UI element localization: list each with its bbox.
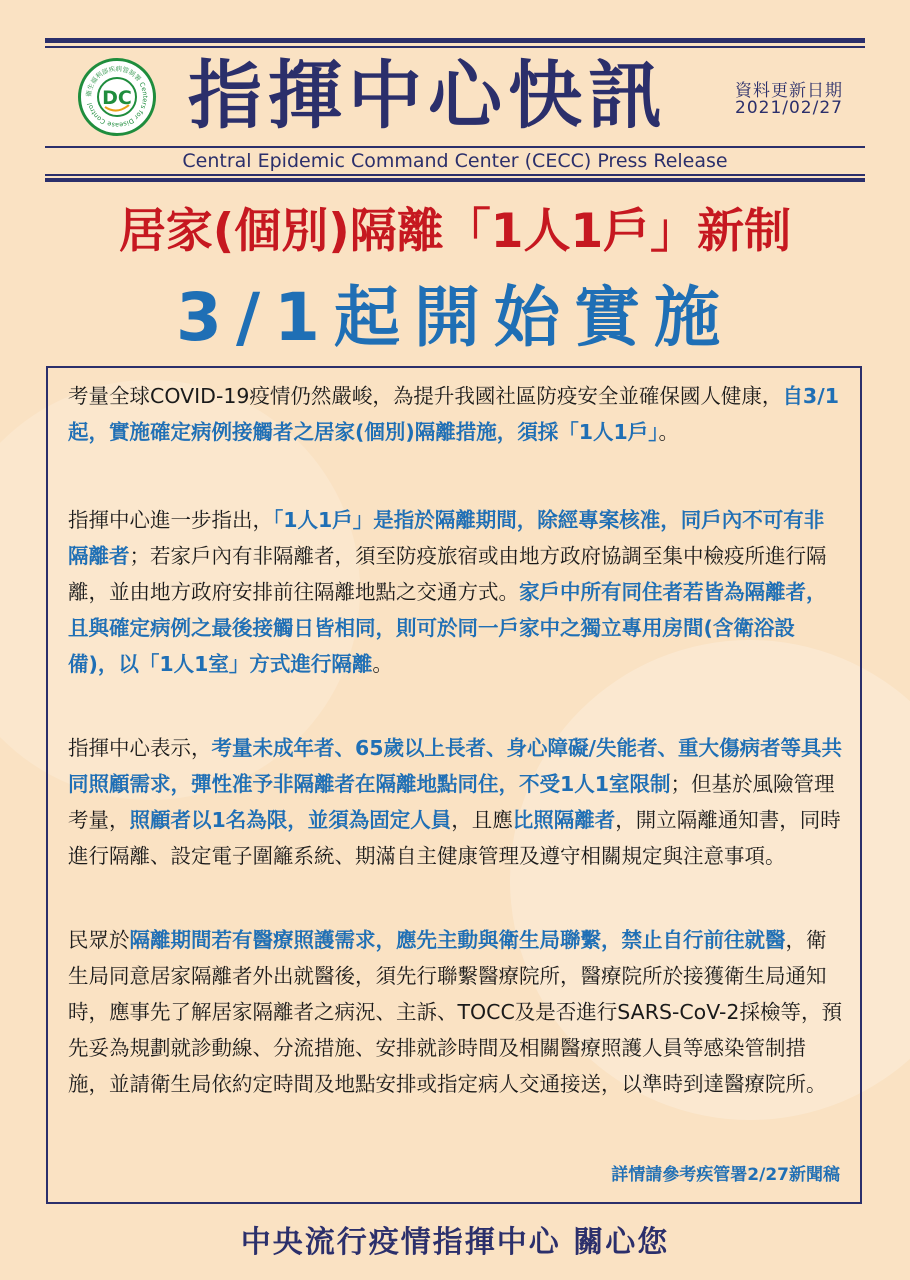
header-rule — [45, 174, 865, 176]
body-text: ，且應 — [451, 808, 513, 832]
highlight-text: 比照隔離者 — [512, 808, 616, 832]
highlight-text: 考量未成年者、65歲以上長者、身心障礙/失能者、重大傷病者等具共同照顧需求，彈性准予非隔離者在隔離地點同住，不受1人1室限制 — [68, 736, 843, 796]
footer-slogan: 中央流行疫情指揮中心 關心您 — [240, 1225, 670, 1260]
headline-date: 3/1起開始實施 — [176, 279, 734, 356]
masthead-title: 指揮中心快訊 — [188, 53, 668, 139]
body-text: ；若家戶內有非隔離者，須至防疫旅宿或由地方政府協調至集中檢疫所進行隔離，並由地方政府安排前往隔離地點之交通方式。 — [68, 544, 827, 604]
cdc-logo — [78, 58, 156, 136]
update-date-label: 資料更新日期 — [735, 81, 843, 101]
highlight-text: 家戶中所有同住者若皆為隔離者，且與確定病例之最後接觸日皆相同，則可於同一戶家中之獨立專用房間(含衛浴設備)，以「1人1室」方式進行隔離 — [68, 580, 827, 676]
body-text: 民眾於 — [68, 928, 130, 952]
header-rule — [45, 38, 865, 43]
highlight-text: 「1人1戶」是指於隔離期間，除經專案核准，同戶內不可有非隔離者 — [68, 508, 825, 568]
body-text: ；但基於風險管理考量， — [68, 772, 835, 832]
highlight-text: 照顧者以1名為限，並須為固定人員 — [129, 808, 452, 832]
paragraph — [68, 730, 844, 874]
body-text: ，開立隔離通知書，同時進行隔離、設定電子圍籬系統、期滿自主健康管理及遵守相關規定與注意事項。 — [68, 808, 841, 868]
english-subtitle: Central Epidemic Command Center (CECC) Press Release — [182, 150, 728, 172]
paragraph — [68, 378, 844, 450]
logo-mark: DC — [102, 87, 132, 109]
body-text: ，衛生局同意居家隔離者外出就醫後，須先行聯繫醫療院所，醫療院所於接獲衛生局通知時，應事先了解居家隔離者之病況、主訴、TOCC及是否進行SARS-CoV-2採檢等，預先妥為規劃就診動線、分流措施、安排就診時間及相關醫療照護人員等感染管制措施，並請衛生局依約定時間及地點安排或指定病人交通接送，以準時到達醫療院所。 — [68, 928, 842, 1096]
highlight-text: 隔離期間若有醫療照護需求，應先主動與衛生局聯繫，禁止自行前往就醫 — [129, 928, 786, 952]
cdc-logo-icon — [81, 61, 153, 133]
reference-note: 詳情請參考疾管署2/27新聞稿 — [611, 1165, 840, 1185]
update-date-value: 2021/02/27 — [735, 98, 843, 118]
logo-ring-text: 衛生福利部疾病管制署 Centers for Disease Control — [84, 64, 150, 130]
body-text: 考量全球COVID-19疫情仍然嚴峻，為提升我國社區防疫安全並確保國人健康， — [68, 384, 783, 408]
body-text: 。 — [372, 652, 393, 676]
paragraph — [68, 922, 844, 1102]
body-text: 。 — [658, 420, 680, 444]
body-text: 指揮中心表示， — [68, 736, 212, 760]
header-rule — [45, 178, 865, 182]
headline-main: 居家(個別)隔離「1人1戶」新制 — [118, 204, 792, 259]
body-text: 指揮中心進一步指出， — [68, 508, 273, 532]
highlight-text: 自3/1起，實施確定病例接觸者之居家(個別)隔離措施，須採「1人1戶」 — [68, 384, 839, 444]
paragraph — [68, 502, 844, 682]
